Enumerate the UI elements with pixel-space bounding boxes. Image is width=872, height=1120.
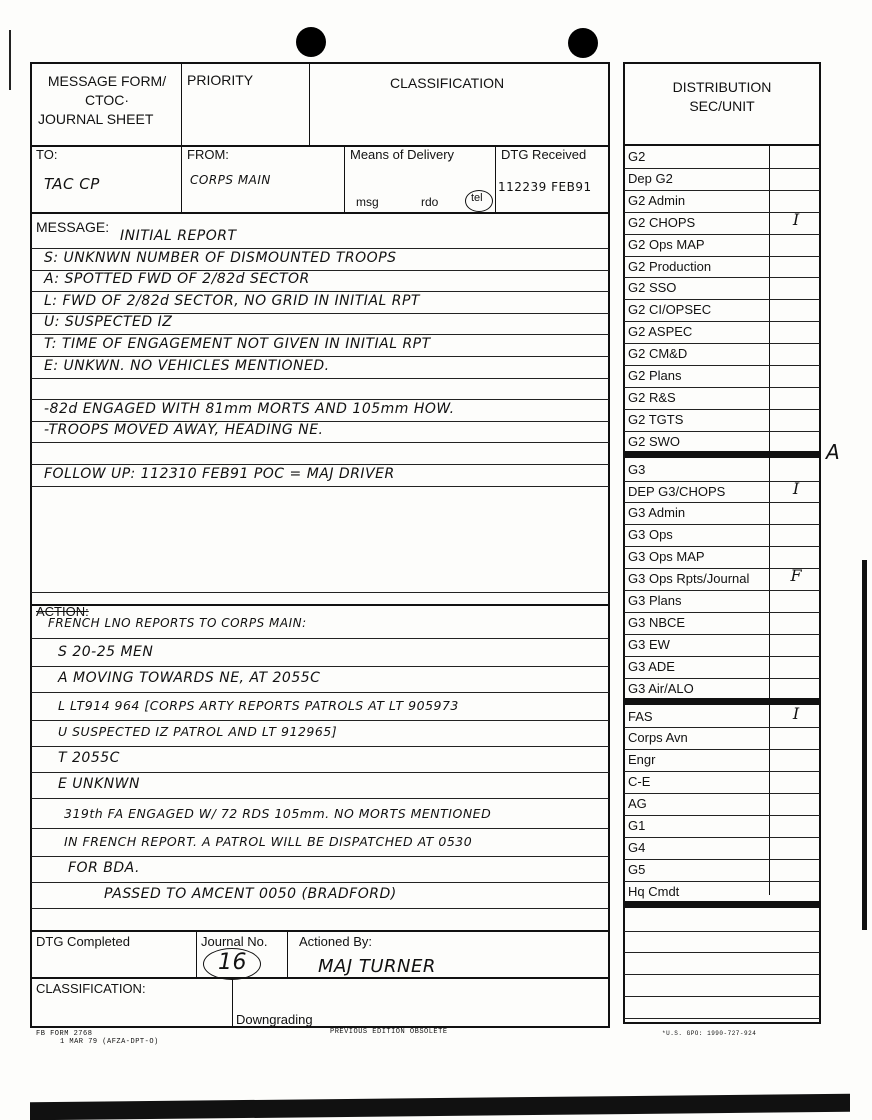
routing-divider-3: [495, 146, 496, 212]
action-line: U SUSPECTED IZ PATROL AND LT 912965]: [58, 724, 338, 739]
distribution-unit: G4: [628, 839, 646, 855]
actioned-by-label: Actioned By:: [299, 934, 372, 949]
action-line: S 20-25 MEN: [58, 644, 154, 660]
distribution-unit: G2 TGTS: [628, 411, 684, 427]
means-tel: tel: [471, 192, 483, 204]
dtg-received-value: 112239 FEB91: [498, 180, 592, 194]
distribution-mark: I: [792, 703, 800, 723]
distribution-unit: Corps Avn: [628, 730, 688, 746]
journal-no-label: Journal No.: [201, 934, 268, 949]
action-line: L LT914 964 [CORPS ARTY REPORTS PATROLS AT LT 905973: [58, 698, 459, 713]
distribution-unit: G3 ADE: [628, 658, 675, 674]
message-rule: [31, 442, 609, 443]
means-msg: msg: [356, 195, 379, 209]
header-divider-1: [181, 63, 182, 145]
distribution-unit: G2 CM&D: [628, 346, 688, 362]
distribution-unit: G3 Air/ALO: [628, 680, 694, 696]
action-rule: [31, 746, 609, 747]
distribution-unit: G2 CI/OPSEC: [628, 302, 712, 318]
distribution-empty-rule: [624, 952, 820, 953]
distribution-unit: G2 SWO: [628, 433, 681, 449]
action-line: IN FRENCH REPORT. A PATROL WILL BE DISPATCHED AT 0530: [64, 834, 473, 849]
action-rule: [31, 692, 609, 693]
message-line: L: FWD OF 2/82d SECTOR, NO GRID IN INITIAL RPT: [44, 292, 420, 309]
distribution-unit: G1: [628, 818, 646, 833]
distribution-unit: G2 R&S: [628, 389, 676, 405]
form-title-line3: JOURNAL SHEET: [38, 111, 154, 127]
message-line: T: TIME OF ENGAGEMENT NOT GIVEN IN INITIAL RPT: [44, 336, 431, 352]
action-rule: [31, 720, 609, 721]
scan-mark: [9, 30, 11, 90]
distribution-unit: G2 SSO: [628, 280, 677, 296]
from-value: CORPS MAIN: [190, 173, 271, 187]
distribution-unit: G2: [628, 149, 646, 164]
completion-divider-2: [287, 931, 288, 977]
distribution-title-line1: DISTRIBUTION: [672, 79, 772, 95]
message-line: A: SPOTTED FWD OF 2/82d SECTOR: [44, 271, 310, 288]
distribution-unit: G3: [628, 461, 646, 477]
distribution-unit: Hq Cmdt: [628, 883, 680, 899]
dtg-received-label: DTG Received: [501, 147, 587, 162]
journal-no-value: 16: [218, 950, 247, 975]
message-line: INITIAL REPORT: [120, 228, 237, 244]
distribution-empty-rule: [624, 1018, 820, 1019]
distribution-unit: G2 Admin: [628, 192, 686, 208]
classification-label: CLASSIFICATION: [390, 75, 505, 91]
message-rule: [31, 592, 609, 593]
actioned-by-value: MAJ TURNER: [318, 956, 436, 977]
action-rule: [31, 798, 609, 799]
means-rdo: rdo: [421, 195, 439, 209]
distribution-group-separator: [624, 451, 820, 458]
distribution-unit: G2 Ops MAP: [628, 236, 705, 252]
action-rule: [31, 908, 609, 909]
distribution-group-separator: [624, 901, 820, 908]
distribution-mark: I: [792, 478, 800, 498]
form-title: [36, 72, 178, 110]
message-line: E: UNKWN. NO VEHICLES MENTIONED.: [44, 357, 330, 374]
action-line: E UNKNWN: [58, 776, 140, 792]
distribution-empty-rule: [624, 996, 820, 997]
punch-hole-left: [296, 27, 326, 57]
action-line: T 2055C: [58, 750, 120, 766]
action-label: ACTION:: [36, 604, 89, 619]
action-rule: [31, 666, 609, 667]
distribution-unit: DEP G3/CHOPS: [628, 483, 726, 499]
to-value: TAC CP: [44, 175, 100, 193]
distribution-unit: G3 EW: [628, 636, 670, 652]
action-rule: [31, 882, 609, 883]
distribution-title-line2: SEC/UNIT: [689, 98, 755, 114]
distribution-unit: G2 ASPEC: [628, 324, 693, 340]
distribution-unit: G5: [628, 861, 646, 877]
message-rule: [31, 378, 609, 379]
action-line: PASSED TO AMCENT 0050 (BRADFORD): [104, 886, 397, 902]
distribution-unit: G2 Plans: [628, 368, 682, 383]
distribution-unit: AG: [628, 796, 647, 812]
message-line: -TROOPS MOVED AWAY, HEADING NE.: [44, 422, 324, 439]
downgrading-label: Downgrading: [236, 1012, 313, 1027]
action-line: FRENCH LNO REPORTS TO CORPS MAIN:: [48, 616, 307, 630]
message-rule: [31, 486, 609, 487]
message-top-line: [31, 212, 609, 214]
distribution-unit: Dep G2: [628, 170, 673, 186]
distribution-unit: G2 Production: [628, 258, 712, 274]
priority-label: PRIORITY: [187, 72, 254, 88]
action-line: 319th FA ENGAGED W/ 72 RDS 105mm. NO MORTS MENTIONED: [64, 806, 492, 821]
distribution-unit: G3 Ops: [628, 527, 673, 543]
scan-edge-right: [862, 560, 867, 930]
message-line: U: SUSPECTED IZ: [44, 314, 173, 331]
action-line: A MOVING TOWARDS NE, AT 2055C: [58, 670, 321, 686]
action-rule: [31, 772, 609, 773]
completion-divider-1: [196, 931, 197, 977]
from-label: FROM:: [187, 147, 229, 162]
completion-top-line: [31, 930, 609, 932]
action-line: FOR BDA.: [68, 860, 140, 876]
message-line: S: UNKNWN NUMBER OF DISMOUNTED TROOPS: [44, 249, 397, 266]
distribution-empty-rule: [624, 974, 820, 975]
gpo-text: *U.S. GPO: 1990-727-924: [662, 1030, 757, 1037]
previous-edition-text: PREVIOUS EDITION OBSOLETE: [330, 1028, 448, 1036]
scan-bar-bottom: [30, 1094, 850, 1120]
means-of-delivery-label: Means of Delivery: [350, 147, 455, 162]
form-id-line2: 1 MAR 79 (AFZA-DPT-O): [60, 1038, 159, 1046]
distribution-unit: G3 Admin: [628, 505, 686, 521]
action-rule: [31, 856, 609, 857]
bottom-classification-label: CLASSIFICATION:: [36, 981, 146, 996]
distribution-title: [624, 78, 820, 116]
routing-divider-2: [344, 146, 345, 212]
form-title-line1: MESSAGE FORM/: [47, 73, 167, 89]
distribution-unit: FAS: [628, 708, 653, 724]
downgrading-divider: [232, 978, 233, 1026]
distribution-unit: G2 CHOPS: [628, 214, 696, 230]
distribution-unit: G3 NBCE: [628, 614, 686, 630]
distribution-side-mark: A: [826, 440, 841, 464]
dtg-completed-label: DTG Completed: [36, 934, 130, 949]
message-label: MESSAGE:: [36, 219, 110, 235]
distribution-mark: F: [790, 566, 802, 586]
action-rule: [31, 638, 609, 639]
action-rule: [31, 828, 609, 829]
message-form: [30, 62, 610, 1028]
routing-divider-1: [181, 146, 182, 212]
distribution-unit: C-E: [628, 774, 651, 790]
distribution-unit: G3 Plans: [628, 593, 682, 608]
to-label: TO:: [36, 147, 58, 162]
header-divider-2: [309, 63, 310, 145]
message-line: -82d ENGAGED WITH 81mm MORTS AND 105mm HOW.: [44, 400, 455, 417]
punch-hole-right: [568, 28, 598, 58]
form-id-line1: FB FORM 2768: [36, 1030, 93, 1038]
distribution-empty-rule: [624, 931, 820, 932]
action-top-line: [31, 604, 609, 606]
distribution-unit: G3 Ops Rpts/Journal: [628, 571, 750, 587]
distribution-unit: Engr: [628, 752, 656, 768]
distribution-unit: G3 Ops MAP: [628, 549, 705, 565]
message-line: FOLLOW UP: 112310 FEB91 POC = MAJ DRIVER: [44, 465, 395, 482]
classification-bottom-line: [31, 977, 609, 979]
form-title-line2: CTOC·: [84, 92, 130, 108]
distribution-mark: I: [792, 209, 800, 229]
